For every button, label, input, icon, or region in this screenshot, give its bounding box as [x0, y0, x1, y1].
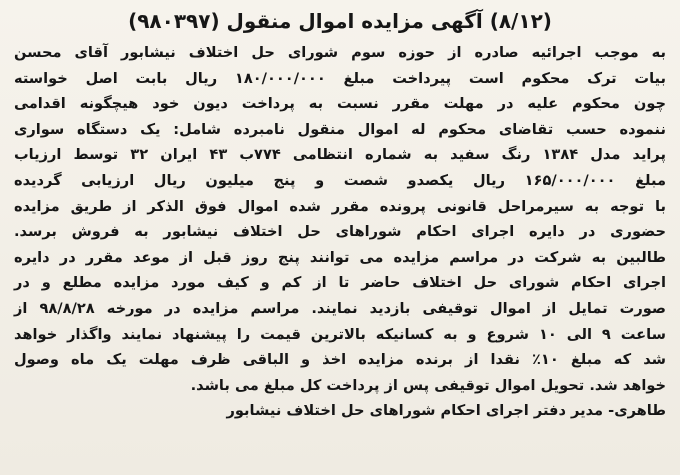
notice-line: ننموده حسب تقاضای محکوم له اموال منقول نامبرده شامل: یک دستگاه سواری [14, 120, 666, 138]
notice-line: اجرای احکام شورای حل اختلاف حاضر تا از کم و کیف مورد مزایده مطلع و در [14, 274, 666, 292]
notice-line: طالبین به شرکت در مراسم مزایده می توانند پنج روز قبل از موعد مقرر در دایره [14, 248, 666, 266]
notice-title: (۸/۱۲) آگهی مزایده اموال منقول (۹۸۰۳۹۷) [128, 9, 552, 33]
notice-line: صورت تمایل از اموال توقیفی بازدید نمایند. مراسم مزایده در مورخه ۹۸/۸/۲۸ از [14, 299, 666, 317]
notice-line: چون محکوم علیه در مهلت مقرر نسبت به پرداخت دیون خود هیچگونه اقدامی [14, 95, 666, 113]
notice-signature: طاهری- مدیر دفتر اجرای احکام شوراهای حل اختلاف نیشابور [226, 402, 666, 420]
notice-line: شد که مبلغ ۱۰٪ نقدا از برنده مزایده اخذ و الباقی ظرف مهلت یک ماه وصول [14, 351, 666, 369]
notice-line: خواهد شد. تحویل اموال توقیفی پس از پرداخت کل مبلغ می باشد. [190, 376, 666, 394]
notice-line: پراید مدل ۱۳۸۴ رنگ سفید به شماره انتظامی ۷۷۴ب ۴۳ ایران ۳۲ توسط ارزیاب [14, 146, 666, 164]
notice-line: مبلغ ۱۶۵/۰۰۰/۰۰۰ ریال یکصدو شصت و پنج میلیون ریال ارزیابی گردیده [14, 171, 666, 189]
notice-line: ساعت ۹ الی ۱۰ شروع و به کسانیکه بالاترین قیمت را پیشنهاد نمایند واگذار خواهد [14, 325, 666, 343]
notice-line: با توجه به سیرمراحل قانونی پرونده مقرر شده اموال فوق الذکر از طریق مزایده [14, 197, 666, 215]
notice-line: به موجب اجرائیه صادره از حوزه سوم شورای حل اختلاف نیشابور آقای محسن [14, 44, 666, 61]
notice-line: بیات ترک محکوم است پیرداخت مبلغ ۱۸۰/۰۰۰/۰۰۰ ریال بابت اصل خواسته [14, 69, 666, 87]
notice-line: حضوری در دایره اجرای احکام شوراهای حل اختلاف نیشابور به فروش برسد. [14, 223, 666, 241]
